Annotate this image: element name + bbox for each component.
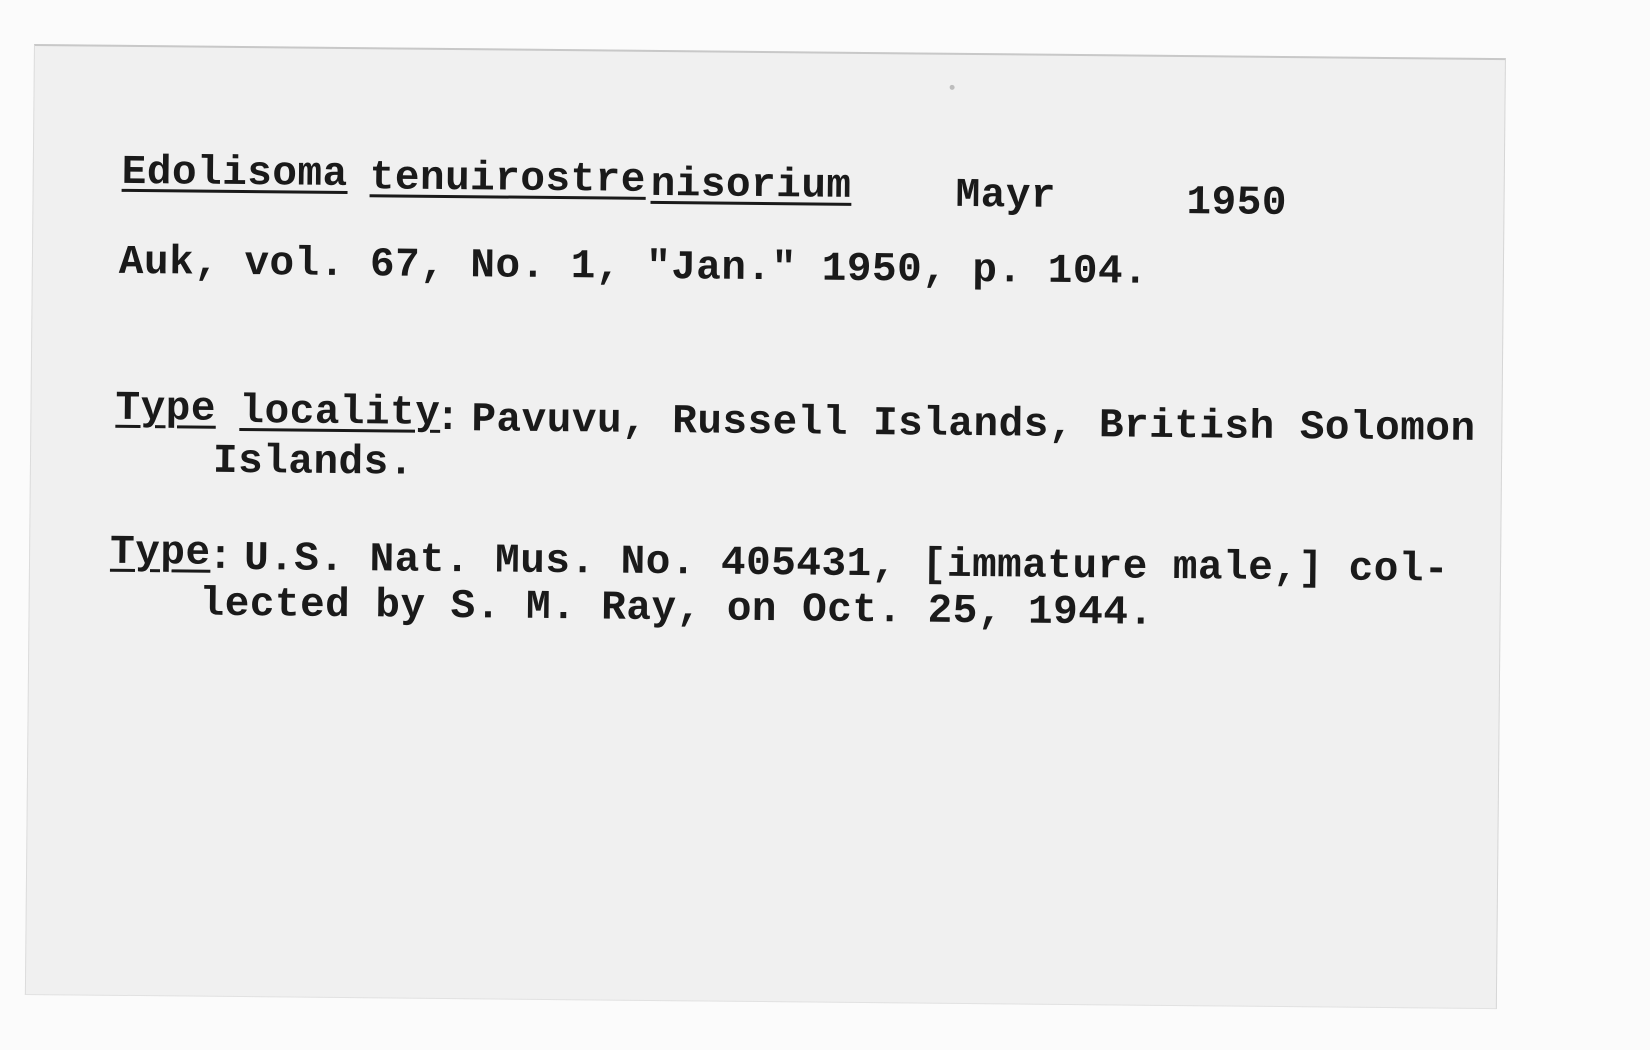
type-locality-colon: : [435, 395, 461, 443]
author-name: Mayr [955, 172, 1057, 220]
genus-name: Edolisoma [121, 149, 348, 199]
type-locality-line2: Islands. [212, 438, 415, 487]
publication-year: 1950 [1186, 180, 1288, 228]
index-card [25, 44, 1506, 1009]
subspecies-name: nisorium [650, 161, 852, 210]
type-locality-label-word2: locality [239, 388, 441, 437]
type-colon: : [207, 534, 234, 581]
type-specimen-line2: lected by S. M. Ray, on Oct. 25, 1944. [199, 581, 1154, 637]
type-label: Type [109, 529, 211, 577]
type-specimen-line1: U.S. Nat. Mus. No. 405431, [immature male,] col- [243, 536, 1450, 594]
type-locality-label-word1: Type [115, 385, 217, 433]
citation-line: Auk, vol. 67, No. 1, "Jan." 1950, p. 104. [118, 239, 1149, 296]
type-locality-line1: Pavuvu, Russell Islands, British Solomon [471, 397, 1476, 453]
species-name: tenuirostre [369, 155, 647, 204]
paper-speck [950, 85, 955, 90]
